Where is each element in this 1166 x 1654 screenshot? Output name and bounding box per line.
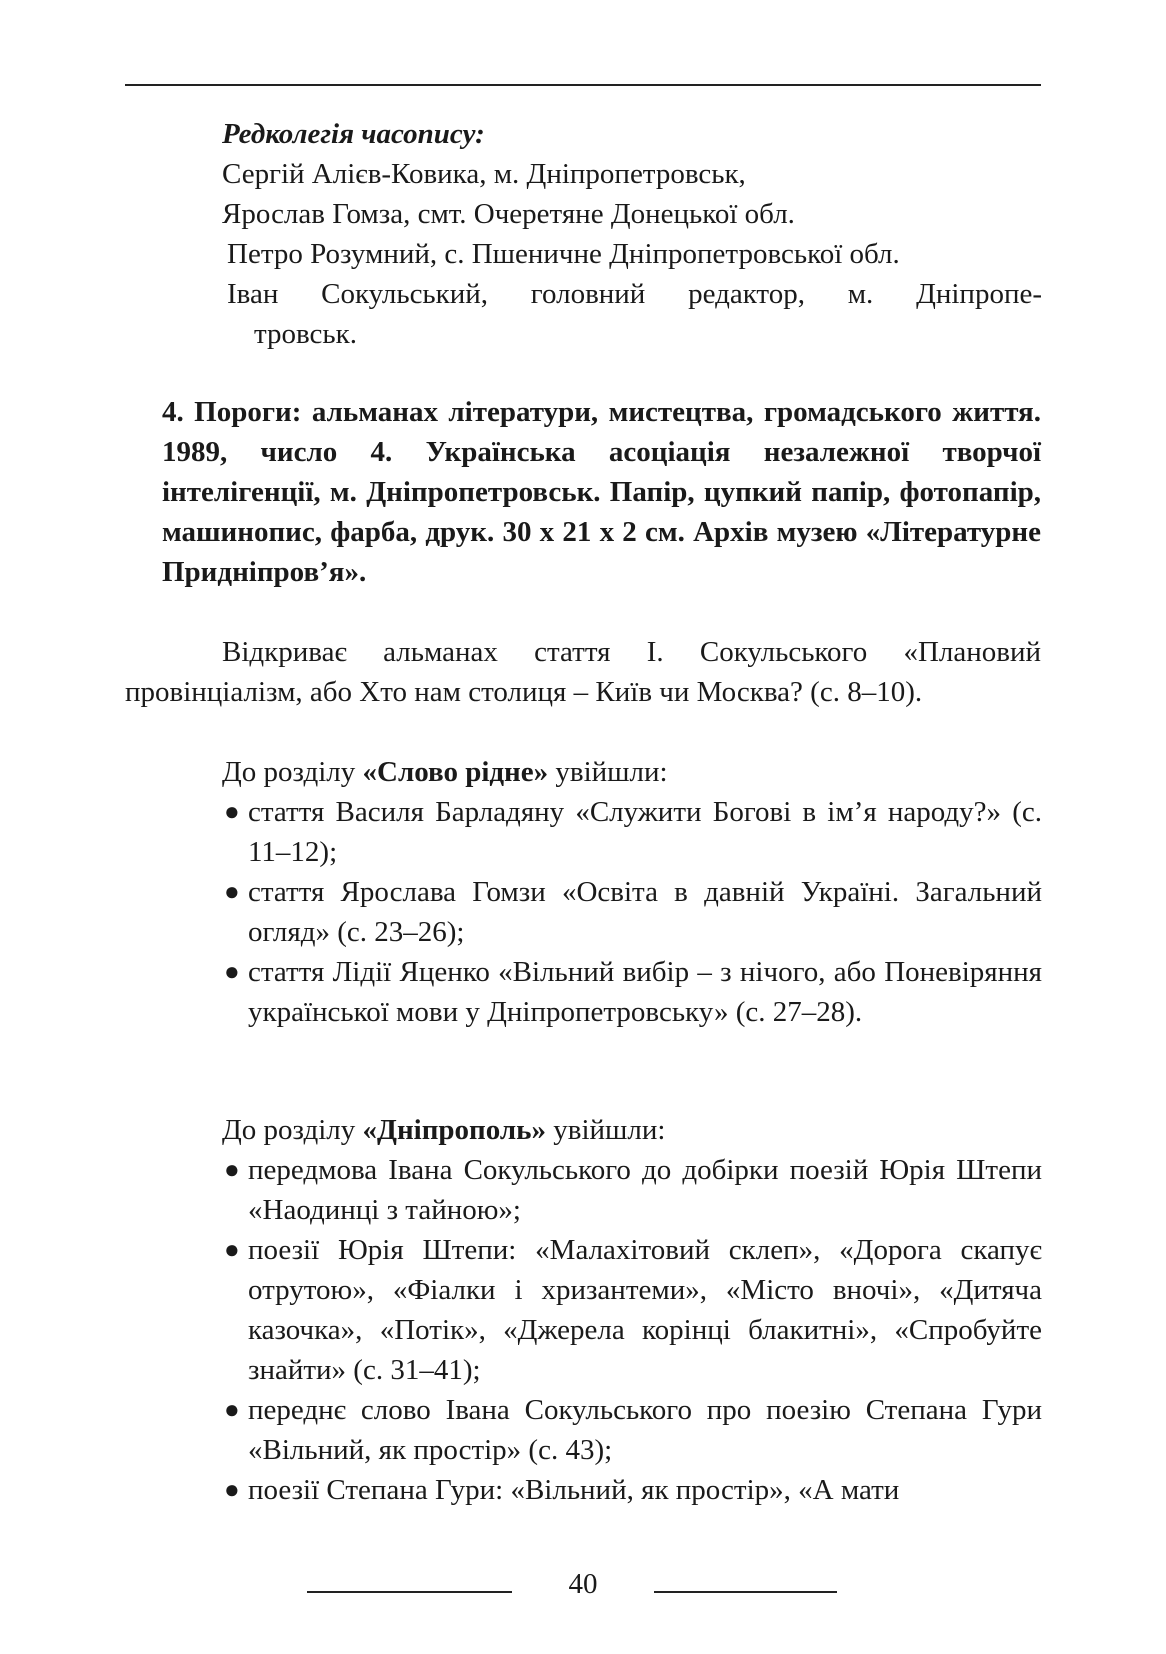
editorial-board: [222, 114, 1042, 354]
section-name: «Слово рідне»: [362, 756, 549, 788]
list-item: ● стаття Лідії Яценко «Вільний вибір – з нічого, або Поневіряння української мови у Дніпропетровську» (с. 27–28).: [222, 952, 1042, 1032]
bullet-list: [222, 1150, 1042, 1510]
editorial-member: Петро Розумний, с. Пшеничне Дніпропетровської обл.: [227, 238, 900, 270]
footer-rule-right: [654, 1591, 837, 1593]
section-dnipropol: [222, 1110, 1042, 1510]
editorial-member-continuation: тровськ.: [254, 318, 357, 350]
list-item: ● стаття Ярослава Гомзи «Освіта в давній Україні. Загальний огляд» (с. 23–26);: [222, 872, 1042, 952]
list-item: ● передмова Івана Сокульського до добірки поезій Юрія Штепи «Наодинці з тайною»;: [222, 1150, 1042, 1230]
section-name: «Дніпрополь»: [362, 1114, 546, 1146]
page-number: 40: [568, 1568, 598, 1600]
editorial-member: Сергій Алієв-Ковика, м. Дніпропетровськ,: [222, 158, 746, 190]
bullet-icon: ●: [224, 957, 240, 986]
bullet-icon: ●: [224, 797, 240, 826]
bullet-icon: ●: [224, 1395, 240, 1424]
section-title: До розділу «Дніпрополь» увійшли:: [222, 1114, 666, 1146]
bullet-list: [222, 792, 1042, 1032]
list-item: ● стаття Василя Барладяну «Служити Богові в ім’я народу?» (с. 11–12);: [222, 792, 1042, 872]
editorial-member: Ярослав Гомза, смт. Очеретяне Донецької обл.: [222, 198, 795, 230]
catalog-entry: 4. Пороги: альманах літератури, мистецтва, громадського життя. 1989, число 4. Українська асоціація незалежної творчої інтелігенції, м. Дніпропетровськ. Папір, цупкий папір, фотопапір, машинопис, фарба, друк. 30 х 21 х 2 см. Архів музею «Літературне Придніпров’я».: [162, 396, 1041, 588]
footer-rule-left: [307, 1591, 512, 1593]
list-item: ● поезії Степана Гури: «Вільний, як простір», «А мати: [222, 1470, 1042, 1510]
section-title: До розділу «Слово рідне» увійшли:: [222, 756, 668, 788]
bullet-icon: ●: [224, 1155, 240, 1184]
bullet-icon: ●: [224, 1235, 240, 1264]
bullet-icon: ●: [224, 877, 240, 906]
top-rule: [125, 84, 1041, 86]
list-item: ● поезії Юрія Штепи: «Малахітовий склеп», «Дорога скапує отрутою», «Фіалки і хризантеми», «Місто вночі», «Дитяча казочка», «Потік», «Джерела корінці блакитні», «Спробуйте знайти» (с. 31–41);: [222, 1230, 1042, 1390]
list-item: ● переднє слово Івана Сокульського про поезію Степана Гури «Вільний, як простір» (с. 43);: [222, 1390, 1042, 1470]
editorial-heading: Редколегія часопису:: [222, 118, 485, 150]
intro-paragraph: Відкриває альманах стаття І. Сокульського «Плановий провінціалізм, або Хто нам столиця – Київ чи Москва? (с. 8–10).: [125, 636, 1041, 708]
bullet-icon: ●: [224, 1475, 240, 1504]
editorial-member: Іван Сокульський, головний редактор, м. Дніпропе-: [227, 278, 1042, 310]
section-slovo-ridne: [222, 752, 1042, 1032]
